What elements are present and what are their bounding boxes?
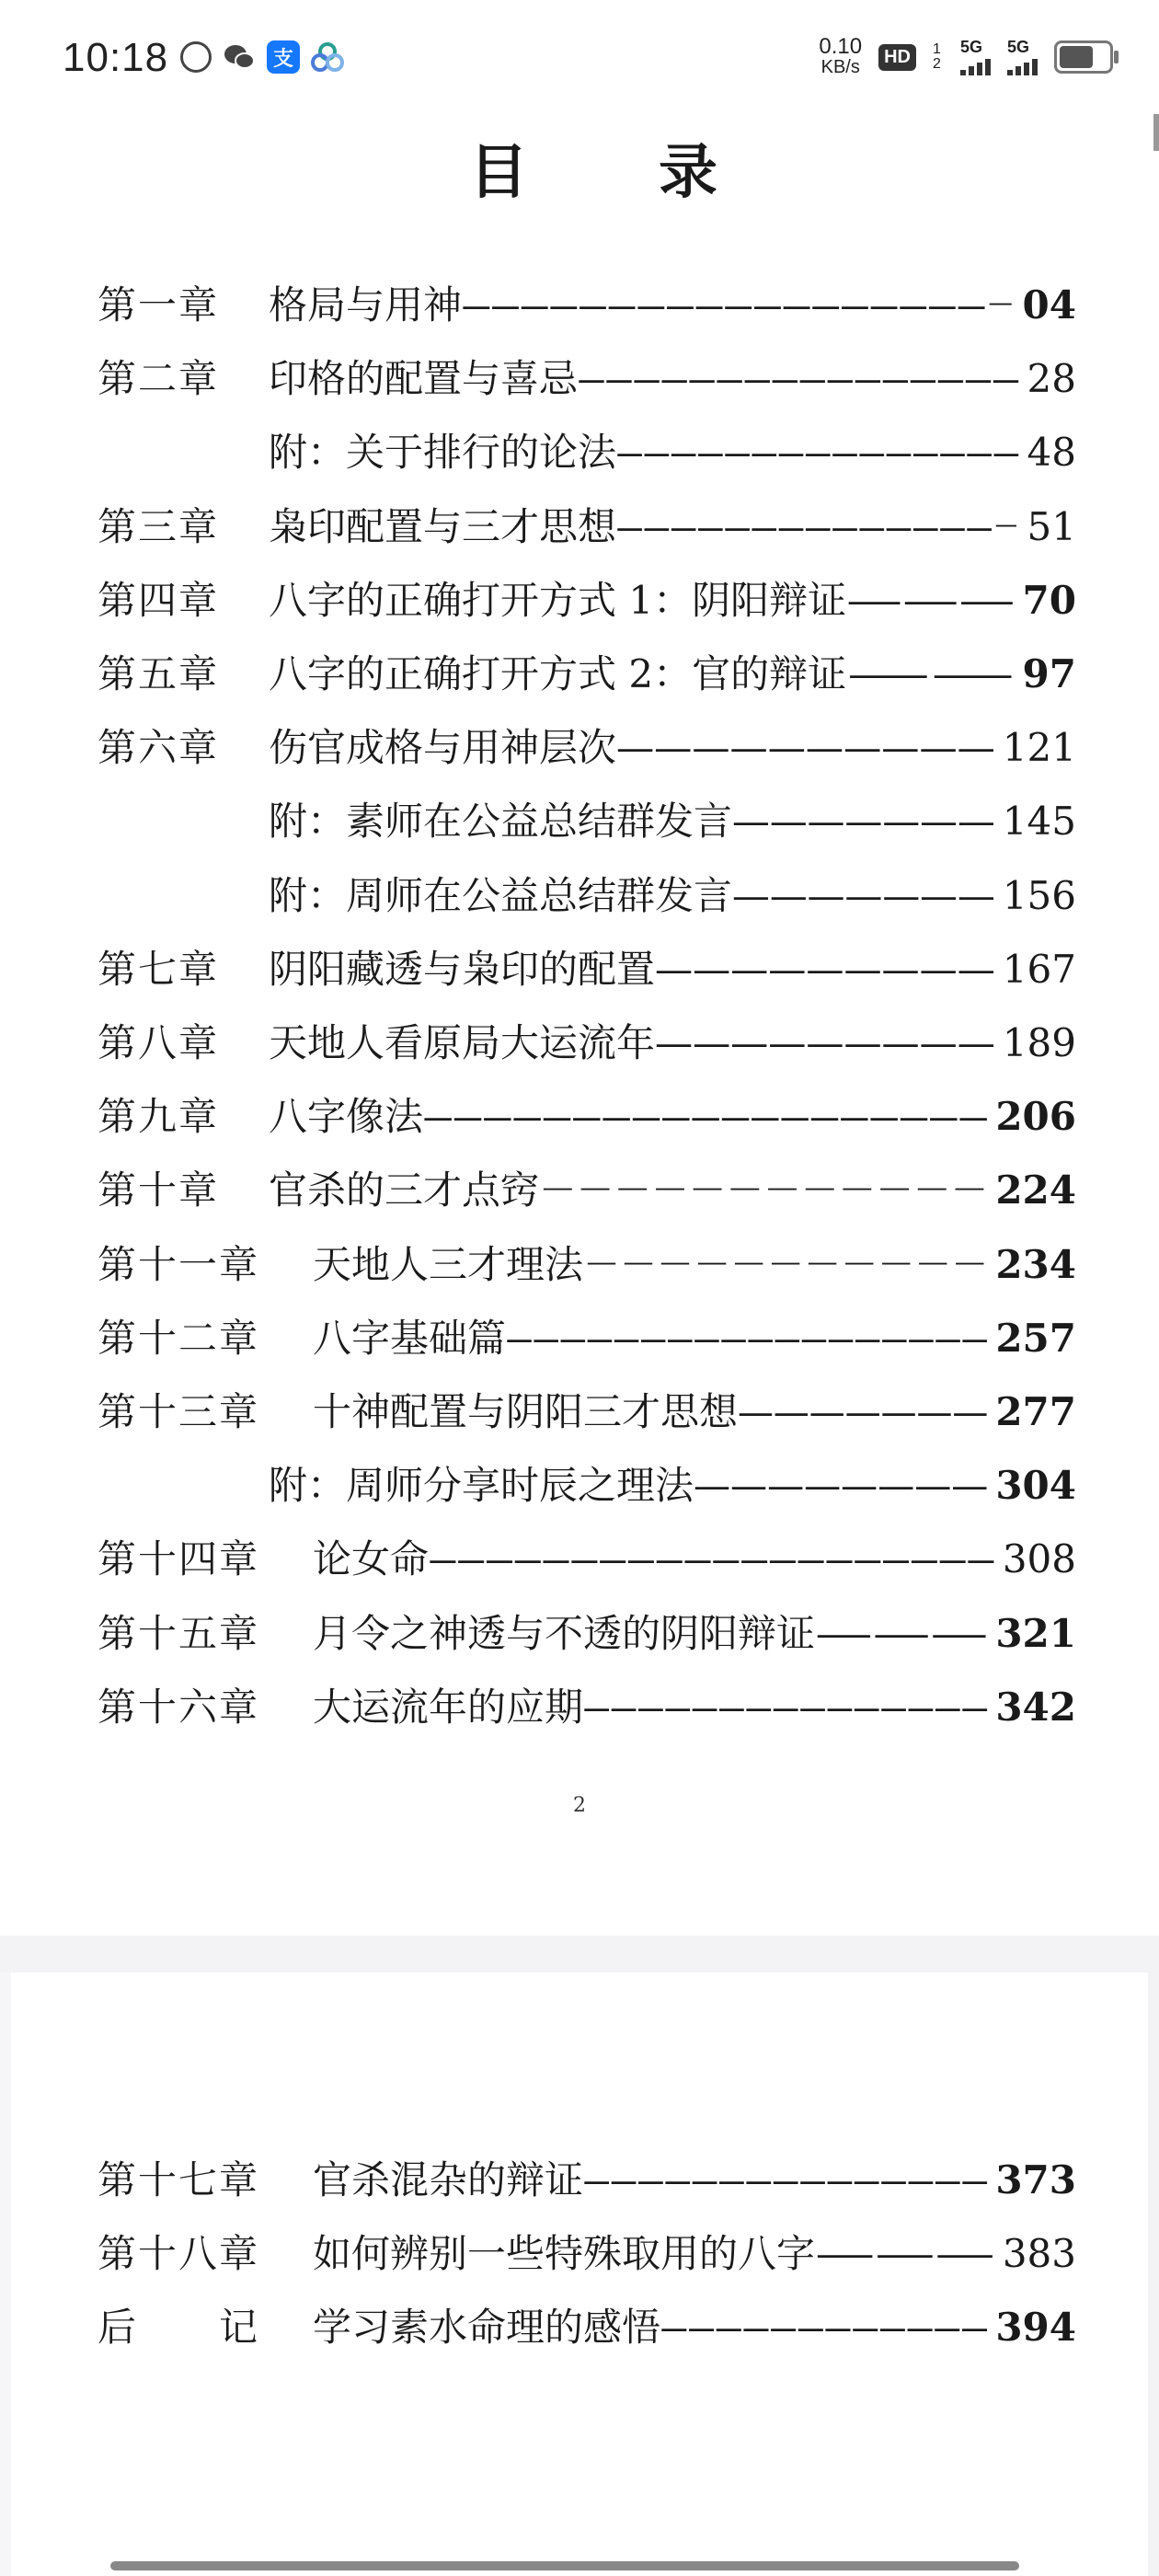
- toc-leader: ——————————————————: [506, 1315, 989, 1361]
- signal-2-icon: 5G: [1007, 39, 1038, 75]
- toc-leader: —————————: [655, 1020, 995, 1065]
- toc-entry-title: 附：周师在公益总结群发言: [269, 872, 733, 918]
- toc-entry-title: 附：周师分享时辰之理法: [269, 1463, 694, 1509]
- toc-leader: ————————————————: [578, 356, 1020, 402]
- network-speed: 0.10 KB/s: [819, 34, 863, 77]
- toc-entry-title: 八字的正确打开方式 2：官的辩证: [269, 651, 847, 696]
- toc-page-number: 206: [995, 1094, 1076, 1140]
- cloud-app-icon: [311, 40, 344, 74]
- toc-entry[interactable]: [0, 1523, 1159, 1596]
- chat-bubble-icon: [180, 41, 212, 73]
- toc-chapter-label: 第九章: [98, 1094, 220, 1140]
- toc-page-number: 48: [1027, 430, 1076, 476]
- hd-sim-index: 1 2: [933, 41, 941, 72]
- toc-leader: ———————: [738, 1389, 989, 1434]
- toc-page-number: 51: [1027, 503, 1076, 549]
- toc-chapter-label: 第七章: [98, 946, 220, 992]
- toc-entry[interactable]: [0, 564, 1159, 638]
- toc-leader: ——: [846, 651, 1016, 696]
- toc-page-number: 28: [1027, 356, 1076, 402]
- toc-chapter-label: 第四章: [98, 577, 220, 623]
- toc-page-number: 321: [995, 1610, 1076, 1656]
- toc-chapter-label: 第一章: [98, 282, 220, 328]
- toc-entry[interactable]: [0, 2291, 1159, 2364]
- toc-entry-title: 大运流年的应期: [313, 1684, 584, 1730]
- toc-leader: ——————————————－: [616, 503, 1020, 549]
- toc-leader: ——————————————————－: [462, 282, 1016, 328]
- toc-leader: ———: [815, 1610, 989, 1656]
- toc-chapter-label: 第八章: [98, 1020, 220, 1065]
- toc-entry-title: 附：素师在公益总结群发言: [269, 799, 733, 845]
- status-time: 10:18: [63, 35, 169, 80]
- toc-entry-title: 阴阳藏透与枭印的配置: [269, 946, 656, 992]
- toc-page-number: 156: [1002, 872, 1076, 918]
- battery-icon: [1054, 40, 1113, 74]
- toc-leader: ———————: [732, 872, 995, 918]
- toc-chapter-label: 第十七章: [98, 2157, 260, 2202]
- toc-entry[interactable]: [0, 1375, 1159, 1449]
- toc-chapter-label: 第十八章: [98, 2231, 260, 2276]
- toc-entry-title: 八字像法: [269, 1094, 424, 1140]
- toc-chapter-label: 第十章: [98, 1167, 220, 1213]
- toc-leader: ———————————————: [583, 1684, 989, 1730]
- toc-entry[interactable]: [0, 1154, 1159, 1227]
- toc-page-number: 234: [995, 1241, 1076, 1287]
- toc-entry[interactable]: [0, 269, 1159, 342]
- toc-entry[interactable]: [0, 638, 1159, 711]
- toc-entry[interactable]: [0, 933, 1159, 1006]
- toc-chapter-label: 第十一章: [98, 1241, 260, 1287]
- toc-page-number: 373: [995, 2157, 1076, 2202]
- toc-entry-title: 学习素水命理的感悟: [313, 2305, 661, 2350]
- toc-page-number: 304: [995, 1463, 1076, 1509]
- toc-chapter-label: 第二章: [98, 356, 220, 402]
- toc-entry[interactable]: [0, 1080, 1159, 1154]
- toc-chapter-label: 第十二章: [98, 1315, 260, 1361]
- scroll-edge-marker: [1153, 114, 1159, 151]
- toc-page-number: 394: [995, 2305, 1076, 2350]
- toc-entry-title: 枭印配置与三才思想: [269, 503, 617, 549]
- page-separator: [0, 1936, 1159, 1972]
- toc-leader: ———————————————: [583, 2157, 989, 2202]
- toc-entry-title: 印格的配置与喜忌: [269, 356, 579, 402]
- toc-entry[interactable]: [0, 1671, 1159, 1744]
- alipay-icon: 支: [267, 40, 300, 74]
- toc-page-number: 04: [1022, 282, 1076, 328]
- toc-entry[interactable]: [0, 1302, 1159, 1375]
- notification-icons: [180, 40, 344, 74]
- toc-entry[interactable]: [0, 1228, 1159, 1302]
- toc-chapter-label: 第十六章: [98, 1684, 260, 1730]
- toc-entry-title: 官杀混杂的辩证: [313, 2157, 584, 2202]
- toc-entry-title: 八字基础篇: [313, 1315, 507, 1361]
- toc-entry[interactable]: [0, 1006, 1159, 1080]
- toc-entry-title: 伤官成格与用神层次: [269, 725, 617, 771]
- toc-chapter-label: 第五章: [98, 651, 220, 696]
- toc-page-number: 308: [1002, 1536, 1076, 1582]
- status-bar: [0, 0, 1159, 120]
- toc-entry-title: 官杀的三才点窍: [269, 1167, 540, 1213]
- toc-entry[interactable]: [0, 2144, 1159, 2217]
- page-number: 2: [573, 1794, 586, 1817]
- toc-leader: ————————————: [660, 2305, 989, 2350]
- toc-entry-title: 天地人看原局大运流年: [269, 1020, 656, 1065]
- toc-page-number: 383: [1002, 2231, 1076, 2276]
- toc-entry[interactable]: [0, 2217, 1159, 2291]
- toc-chapter-label: 第十三章: [98, 1389, 260, 1434]
- toc-leader: ———————: [732, 799, 995, 845]
- toc-entry-title: 天地人三才理法: [313, 1241, 584, 1287]
- toc-chapter-label: 第十四章: [98, 1536, 260, 1582]
- signal-1-icon: 5G: [960, 39, 991, 75]
- toc-entry[interactable]: [0, 859, 1159, 933]
- toc-entry[interactable]: [0, 711, 1159, 785]
- horizontal-scrollbar[interactable]: [110, 2561, 1019, 2570]
- toc-page-number: 224: [995, 1167, 1076, 1213]
- toc-leader: ————————————————————: [429, 1536, 995, 1582]
- toc-entry[interactable]: [0, 1597, 1159, 1671]
- toc-entry[interactable]: [0, 490, 1159, 564]
- hd-voice-badge: HD: [878, 44, 916, 71]
- toc-entry-title: 八字的正确打开方式 1：阴阳辩证: [269, 577, 847, 623]
- toc-page-number: 342: [995, 1684, 1076, 1730]
- toc-page-number: 257: [995, 1315, 1076, 1361]
- toc-page-number: 97: [1022, 651, 1076, 696]
- toc-leader: －－－－－－－－－－－: [583, 1241, 989, 1287]
- toc-entry[interactable]: [0, 416, 1159, 489]
- toc-chapter-label: 后 记: [98, 2305, 260, 2350]
- toc-page-number: 189: [1002, 1020, 1076, 1065]
- toc-chapter-label: 第十五章: [98, 1610, 260, 1656]
- toc-leader: ————————: [694, 1463, 989, 1509]
- toc-leader: －－－－－－－－－－－－: [539, 1167, 989, 1213]
- wechat-icon: [223, 40, 256, 74]
- toc-entry[interactable]: [0, 785, 1159, 858]
- toc-entry-title: 格局与用神: [269, 282, 463, 328]
- toc-leader: ———: [815, 2231, 995, 2276]
- toc-entry[interactable]: [0, 1449, 1159, 1523]
- toc-page-number: 121: [1002, 725, 1076, 771]
- toc-entry-title: 十神配置与阴阳三才思想: [313, 1389, 739, 1434]
- toc-page-number: 70: [1022, 577, 1076, 623]
- toc-entry[interactable]: [0, 342, 1159, 416]
- toc-leader: ———————————————————: [423, 1094, 989, 1140]
- system-indicators: [819, 34, 1113, 77]
- toc-page-number: 277: [995, 1389, 1076, 1434]
- toc-entry-title: 附：关于排行的论法: [269, 430, 617, 476]
- toc-entry-title: 论女命: [313, 1536, 430, 1582]
- toc-chapter-label: 第六章: [98, 725, 220, 771]
- toc-leader: ———————————————: [616, 430, 1020, 476]
- toc-leader: —————————: [655, 946, 995, 992]
- toc-entry-title: 如何辨别一些特殊取用的八字: [313, 2231, 816, 2276]
- toc-entry-title: 月令之神透与不透的阴阳辩证: [313, 1610, 816, 1656]
- toc-chapter-label: 第三章: [98, 503, 220, 549]
- toc-page-number: 167: [1002, 946, 1076, 992]
- toc-leader: ———: [846, 577, 1016, 623]
- toc-leader: ——————————: [616, 725, 995, 771]
- toc-page-number: 145: [1002, 799, 1076, 845]
